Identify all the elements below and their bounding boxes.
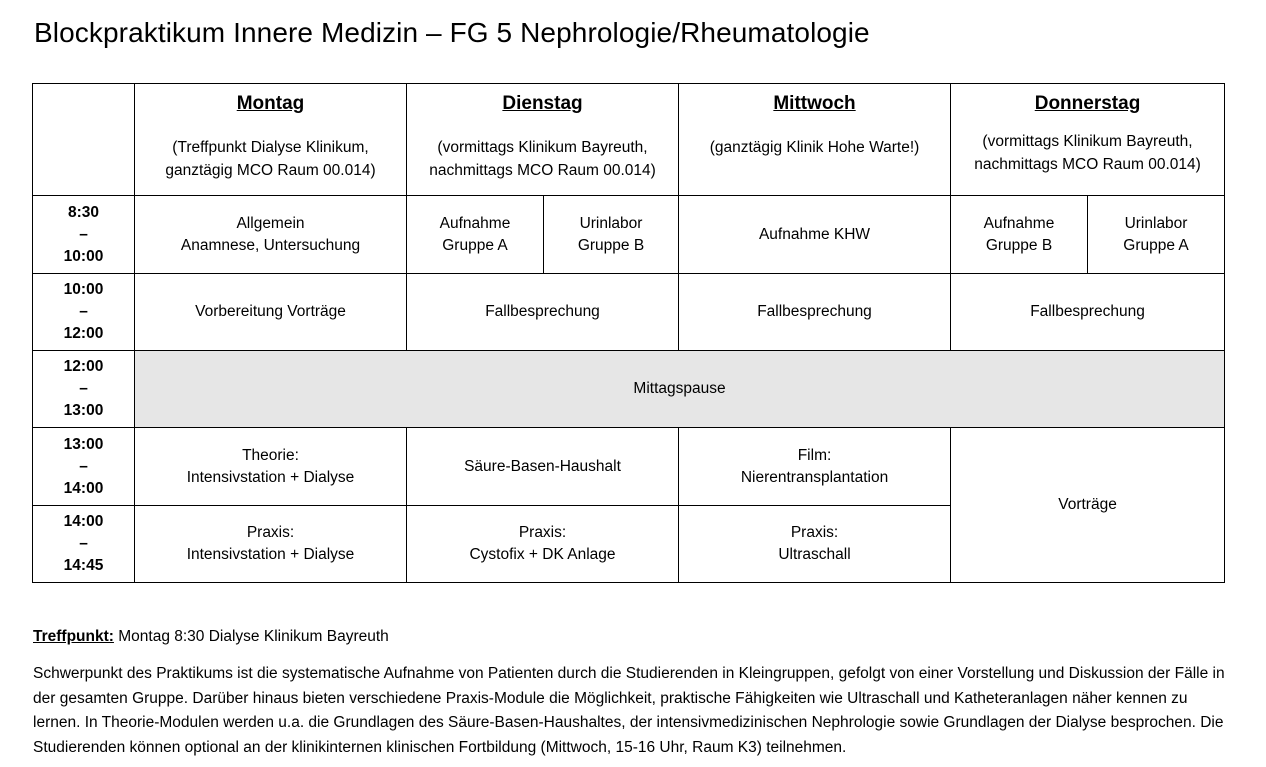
time-start: 14:00 <box>63 513 104 530</box>
session-cell: Fallbesprechung <box>407 274 679 351</box>
time-dash: – <box>79 380 88 397</box>
session-cell: Film: Nierentransplantation <box>679 428 951 506</box>
schedule-row <box>33 351 1225 428</box>
session-cell: Urinlabor Gruppe B <box>544 196 679 274</box>
time-slot <box>33 428 135 506</box>
day-location-note: (ganztägig Klinik Hohe Warte!) <box>709 139 920 156</box>
session-cell: Praxis: Ultraschall <box>679 506 951 583</box>
day-header-wednesday <box>679 84 951 196</box>
session-cell: Praxis: Intensivstation + Dialyse <box>135 506 407 583</box>
meeting-point-text: Montag 8:30 Dialyse Klinikum Bayreuth <box>113 628 389 645</box>
course-description: Schwerpunkt des Praktikums ist die systematische Aufnahme von Patienten durch die Studierenden in Kleingruppen, gefolgt von einer Vorstellung und Diskussion der Fälle in der gesamten Gruppe. Darüber hinaus bieten verschiedene Praxis-Module die Möglichkeit, praktische Fähigkeiten wie Ultraschall und Katheteranlagen näher kennen zu lernen. In Theorie-Modulen werden u.a. die Grundlagen des Säure-Basen-Haushaltes, der intensivmedizinischen Nephrologie sowie Grundlagen der Dialyse besprochen. Die Studierenden können optional an der klinikinternen klinischen Fortbildung (Mittwoch, 15-16 Uhr, Raum K3) teilnehmen. <box>33 665 1225 756</box>
day-header-tuesday <box>407 84 679 196</box>
time-end: 14:45 <box>63 557 104 574</box>
day-location-note: (vormittags Klinikum Bayreuth, nachmittags MCO Raum 00.014) <box>429 139 656 179</box>
meeting-point-label: Treffpunkt: <box>33 628 114 645</box>
time-end: 13:00 <box>63 402 104 419</box>
day-location-note: (Treffpunkt Dialyse Klinikum, ganztägig MCO Raum 00.014) <box>165 139 376 179</box>
corner-cell <box>33 84 135 196</box>
time-slot <box>33 196 135 274</box>
time-dash: – <box>79 535 88 552</box>
time-start: 10:00 <box>63 281 104 298</box>
lunch-break-cell: Mittagspause <box>135 351 1225 428</box>
day-name: Mittwoch <box>773 93 856 114</box>
day-header-monday <box>135 84 407 196</box>
session-cell: Aufnahme Gruppe B <box>951 196 1088 274</box>
schedule-table <box>32 83 1225 583</box>
session-cell: Säure-Basen-Haushalt <box>407 428 679 506</box>
session-cell: Aufnahme KHW <box>679 196 951 274</box>
session-cell: Theorie: Intensivstation + Dialyse <box>135 428 407 506</box>
session-cell: Vorträge <box>951 428 1225 583</box>
time-dash: – <box>79 303 88 320</box>
session-cell: Fallbesprechung <box>679 274 951 351</box>
schedule-row <box>33 428 1225 506</box>
time-end: 14:00 <box>63 479 104 497</box>
day-location-note: (vormittags Klinikum Bayreuth, nachmittags MCO Raum 00.014) <box>974 133 1201 173</box>
time-dash: – <box>79 457 88 475</box>
day-header-thursday <box>951 84 1225 196</box>
time-dash: – <box>79 225 88 243</box>
session-cell: Vorbereitung Vorträge <box>135 274 407 351</box>
time-slot <box>33 274 135 351</box>
document-title: Blockpraktikum Innere Medizin – FG 5 Nephrologie/Rheumatologie <box>34 17 870 48</box>
day-name: Donnerstag <box>1034 93 1141 114</box>
time-slot <box>33 351 135 428</box>
session-cell: Aufnahme Gruppe A <box>407 196 544 274</box>
schedule-row <box>33 274 1225 351</box>
session-cell: Praxis: Cystofix + DK Anlage <box>407 506 679 583</box>
time-start: 13:00 <box>63 435 104 453</box>
time-start: 12:00 <box>63 358 104 375</box>
meeting-point <box>33 625 1233 650</box>
day-name: Dienstag <box>502 93 583 114</box>
time-start: 8:30 <box>67 203 100 221</box>
session-cell: Allgemein Anamnese, Untersuchung <box>135 196 407 274</box>
time-end: 12:00 <box>63 325 104 342</box>
schedule-row <box>33 196 1225 274</box>
session-cell: Fallbesprechung <box>951 274 1225 351</box>
session-cell: Urinlabor Gruppe A <box>1088 196 1225 274</box>
day-name: Montag <box>236 93 305 114</box>
time-end: 10:00 <box>63 247 104 265</box>
time-slot <box>33 506 135 583</box>
header-row <box>33 84 1225 196</box>
